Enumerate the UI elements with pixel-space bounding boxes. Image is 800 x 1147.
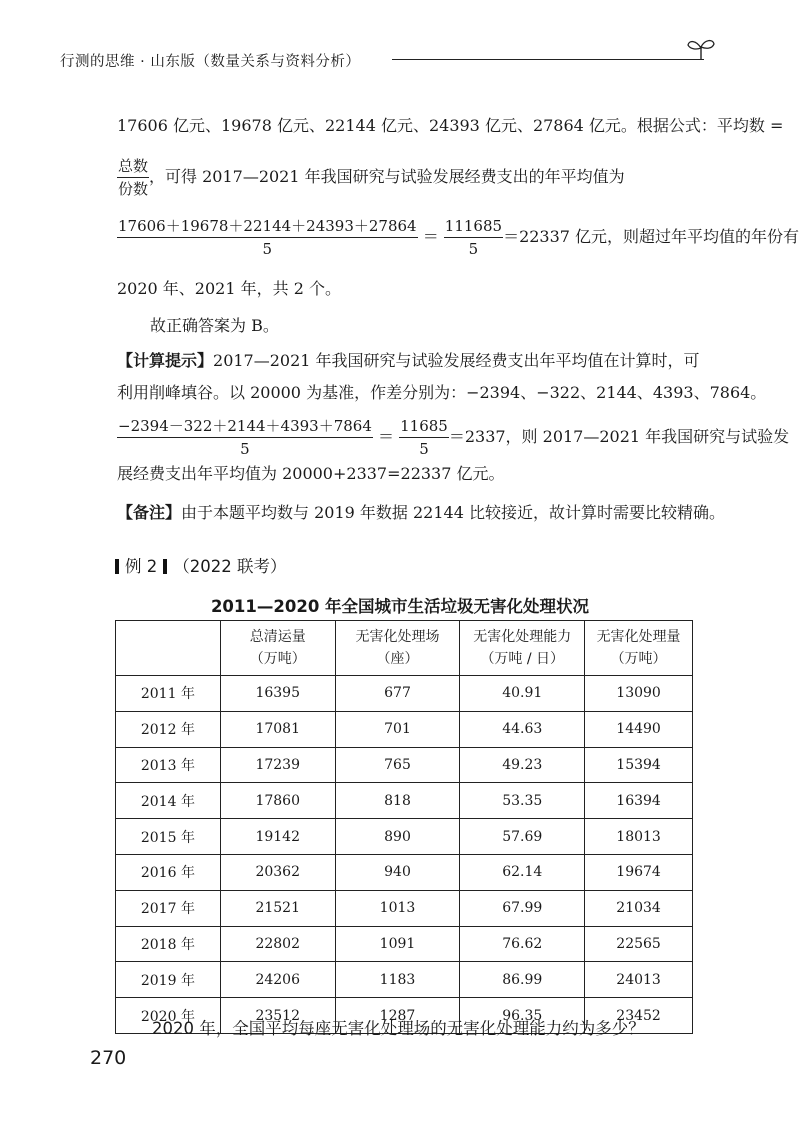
tip-line-3: $\frac{-2394-322+2144+4393+7864}{5}$ ＝ $\frac{11685}{5}$ ＝2337，则 2017—2021 年我国研究与试验发 <box>118 417 790 458</box>
table-cell: 1287 <box>335 998 460 1034</box>
header-cell: 无害化处理场 （座） <box>335 621 460 676</box>
tip-text-1: 2017—2021 年我国研究与试验发展经费支出年平均值在计算时，可 <box>213 351 700 370</box>
example-source: （2022 联考） <box>173 557 287 576</box>
table-cell: 17239 <box>220 747 335 783</box>
table-row <box>116 747 693 783</box>
table-cell: 62.14 <box>460 854 585 890</box>
deviation-result-fraction <box>399 416 449 459</box>
tip-text-3: ＝2337，则 2017—2021 年我国研究与试验发 <box>448 427 790 446</box>
year-cell: 2013 年 <box>116 747 221 783</box>
table-cell: 86.99 <box>460 962 585 998</box>
table-cell: 16394 <box>585 783 693 819</box>
table-row <box>116 890 693 926</box>
table-cell: 14490 <box>585 711 693 747</box>
table-cell: 96.35 <box>460 998 585 1034</box>
table-cell: 23452 <box>585 998 693 1034</box>
fraction-numerator: −2394－322＋2144＋4393＋7864 <box>117 416 373 438</box>
table-header-row <box>116 621 693 676</box>
table-cell: 19674 <box>585 854 693 890</box>
year-cell: 2018 年 <box>116 926 221 962</box>
header-cell: 总清运量 （万吨） <box>220 621 335 676</box>
tip-line-1 <box>117 350 700 372</box>
header-rule <box>392 59 704 60</box>
table-cell: 40.91 <box>460 676 585 712</box>
table-cell: 49.23 <box>460 747 585 783</box>
fraction-numerator: 总数 <box>117 156 149 178</box>
table-cell: 1091 <box>335 926 460 962</box>
fraction-numerator: 17606＋19678＋22144＋24393＋27864 <box>117 216 418 238</box>
body-line-3: $\frac{17606+19678+22144+24393+27864}{5}$ ＝ $\frac{111685}{5}$ ＝22337 亿元，则超过年平均值的年份有 <box>118 217 800 258</box>
year-cell: 2017 年 <box>116 890 221 926</box>
note-label: 【备注】 <box>117 503 182 522</box>
table-cell: 1013 <box>335 890 460 926</box>
year-cell: 2012 年 <box>116 711 221 747</box>
body-line-1: 17606 亿元、19678 亿元、22144 亿元、24393 亿元、27864 亿元。根据公式：平均数 = <box>117 116 784 135</box>
example-label: 例 2 <box>125 557 158 576</box>
data-table <box>115 620 693 1034</box>
table-cell: 57.69 <box>460 819 585 855</box>
table-cell: 13090 <box>585 676 693 712</box>
note-text: 由于本题平均数与 2019 年数据 22144 比较接近，故计算时需要比较精确。 <box>181 503 725 522</box>
year-cell: 2015 年 <box>116 819 221 855</box>
table-cell: 20362 <box>220 854 335 890</box>
table-row <box>116 854 693 890</box>
table-cell: 24206 <box>220 962 335 998</box>
body-line-3-text: ＝22337 亿元，则超过年平均值的年份有 <box>503 227 800 246</box>
body-line-2-text: ，可得 2017—2021 年我国研究与试验发展经费支出的年平均值为 <box>149 167 625 186</box>
year-cell: 2016 年 <box>116 854 221 890</box>
tip-line-4: 展经费支出年平均值为 20000+2337=22337 亿元。 <box>117 464 505 483</box>
fraction-denominator: 份数 <box>118 180 149 198</box>
question-text: 2020 年，全国平均每座无害化处理场的无害化处理能力约为多少？ <box>152 1019 645 1038</box>
table-cell: 21034 <box>585 890 693 926</box>
table-cell: 17081 <box>220 711 335 747</box>
sprout-icon <box>684 36 718 62</box>
table-cell: 24013 <box>585 962 693 998</box>
table-cell: 890 <box>335 819 460 855</box>
sum-fraction <box>117 216 418 259</box>
table-cell: 53.35 <box>460 783 585 819</box>
table-cell: 76.62 <box>460 926 585 962</box>
header-corner <box>116 621 221 676</box>
header-cell: 无害化处理能力 （万吨 / 日） <box>460 621 585 676</box>
body-line-4: 2020 年、2021 年，共 2 个。 <box>117 279 341 298</box>
tip-label: 【计算提示】 <box>117 351 214 370</box>
tip-line-2: 利用削峰填谷。以 20000 为基准，作差分别为：−2394、−322、2144、4393、7864。 <box>117 383 767 402</box>
body-line-2 <box>117 156 625 199</box>
note-line <box>117 502 725 524</box>
table-row <box>116 926 693 962</box>
table-cell: 17860 <box>220 783 335 819</box>
year-cell: 2014 年 <box>116 783 221 819</box>
result-fraction <box>444 216 503 259</box>
table-row <box>116 676 693 712</box>
table-cell: 18013 <box>585 819 693 855</box>
table-row <box>116 819 693 855</box>
fraction-numerator: 11685 <box>399 416 449 438</box>
table-cell: 15394 <box>585 747 693 783</box>
table-cell: 818 <box>335 783 460 819</box>
table-cell: 1183 <box>335 962 460 998</box>
table-cell: 23512 <box>220 998 335 1034</box>
table-cell: 765 <box>335 747 460 783</box>
table-row <box>116 783 693 819</box>
deviation-fraction <box>117 416 373 459</box>
year-cell: 2011 年 <box>116 676 221 712</box>
running-header-title: 行测的思维 · 山东版（数量关系与资料分析） <box>60 54 361 70</box>
table-cell: 21521 <box>220 890 335 926</box>
page-number: 270 <box>90 1047 127 1069</box>
table-cell: 701 <box>335 711 460 747</box>
table-cell: 940 <box>335 854 460 890</box>
fraction-denominator: 5 <box>262 240 273 258</box>
fraction-denominator: 5 <box>468 240 479 258</box>
fraction-denominator: 5 <box>419 440 429 458</box>
year-cell: 2020 年 <box>116 998 221 1034</box>
table-cell: 677 <box>335 676 460 712</box>
year-cell: 2019 年 <box>116 962 221 998</box>
answer-line: 故正确答案为 B。 <box>150 316 279 335</box>
table-cell: 16395 <box>220 676 335 712</box>
table-cell: 19142 <box>220 819 335 855</box>
table-title: 2011—2020 年全国城市生活垃圾无害化处理状况 <box>210 597 590 616</box>
fraction-denominator: 5 <box>240 440 250 458</box>
table-cell: 22565 <box>585 926 693 962</box>
table-row <box>116 962 693 998</box>
formula-fraction <box>117 156 149 199</box>
table-cell: 44.63 <box>460 711 585 747</box>
table-cell: 22802 <box>220 926 335 962</box>
table-cell: 67.99 <box>460 890 585 926</box>
fraction-numerator: 111685 <box>444 216 503 238</box>
header-cell: 无害化处理量 （万吨） <box>585 621 693 676</box>
table-row <box>116 711 693 747</box>
example-heading <box>115 553 287 577</box>
